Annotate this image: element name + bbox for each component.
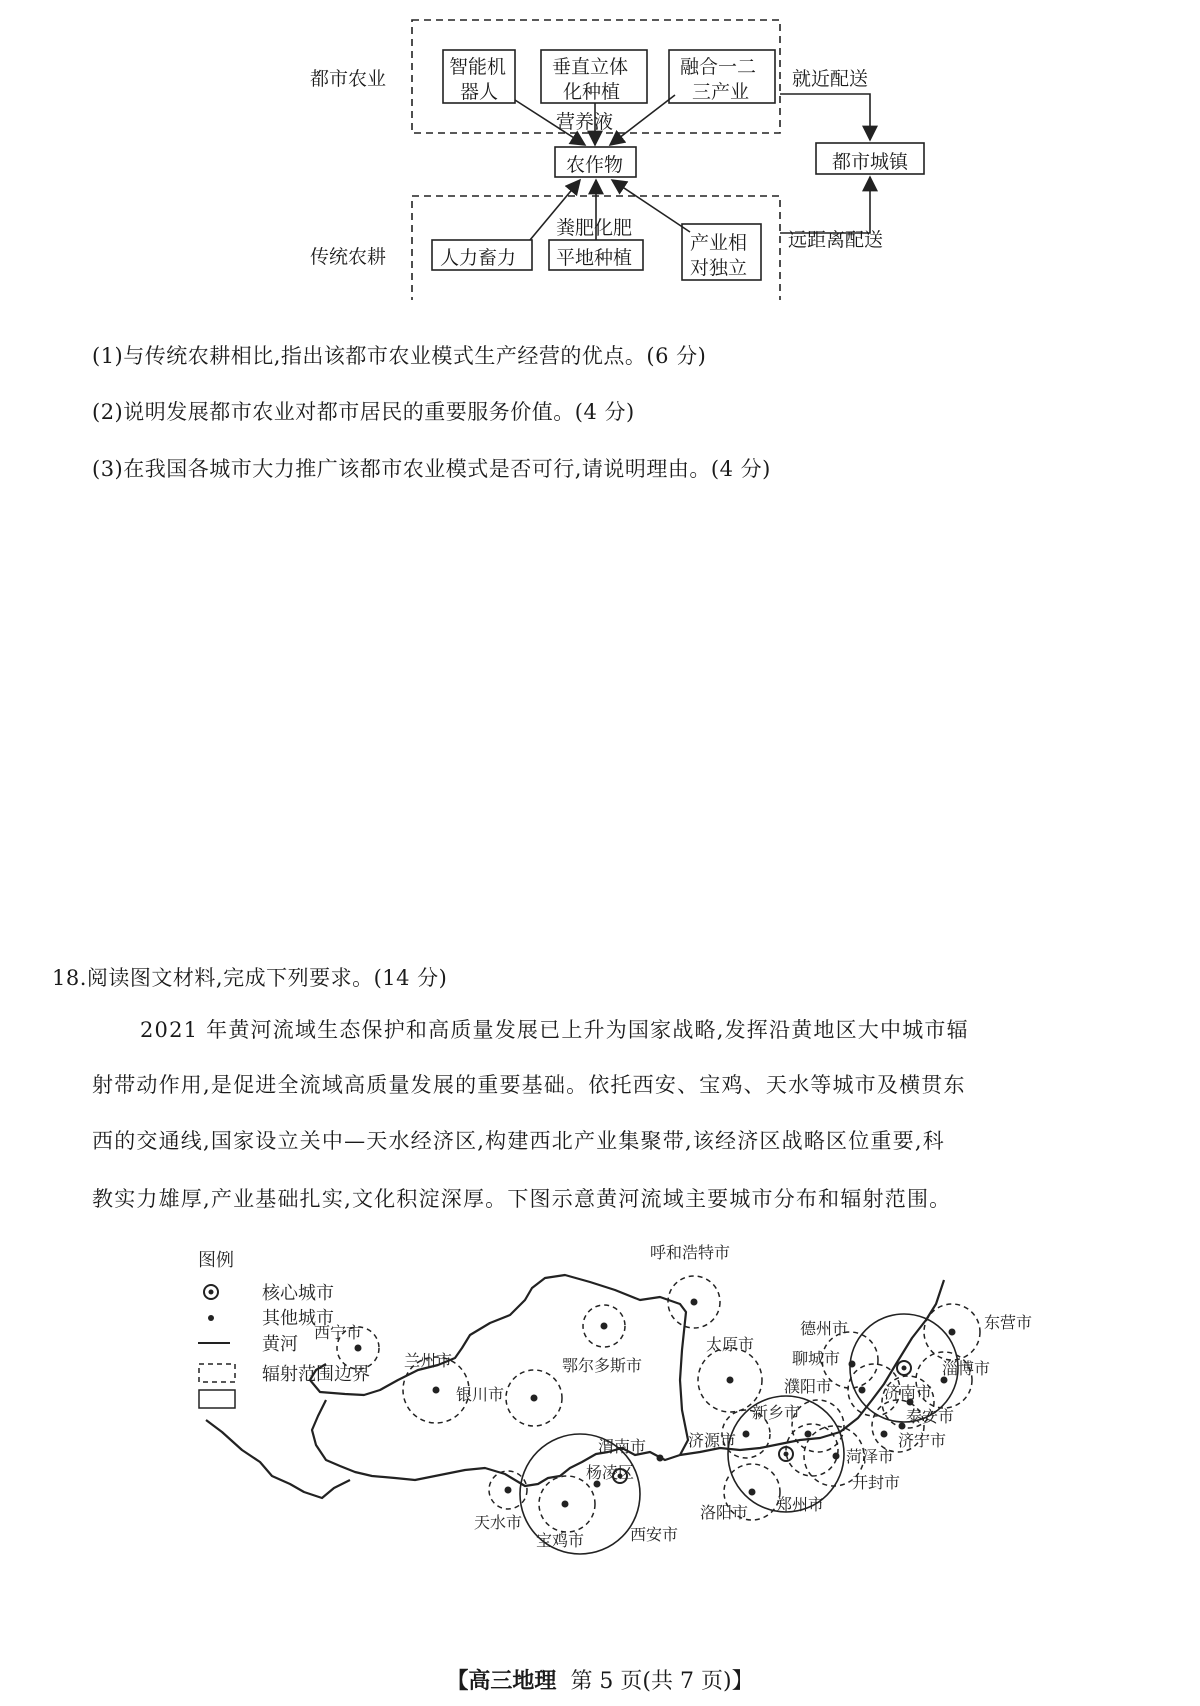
legend-yellow-river: 黄河 [262, 1334, 298, 1355]
far-delivery-label: 远距离配送 [788, 229, 884, 251]
nutrient-solution-label: 营养液 [556, 111, 614, 133]
urban-box-2-line-1: 垂直立体 [552, 56, 629, 78]
page-footer [0, 1664, 1200, 1695]
label-lanzhou: 兰州市 [404, 1351, 453, 1370]
traditional-farming-label: 传统农耕 [310, 246, 387, 268]
footer-page: 第 5 页(共 7 页)】 [570, 1669, 754, 1694]
label-jiyuan: 济源市 [688, 1431, 737, 1450]
traditional-box-3-line-2: 对独立 [690, 257, 748, 279]
question-17-2: (2)说明发展都市农业对都市居民的重要服务价值。(4 分) [92, 400, 635, 424]
label-liaocheng: 聊城市 [792, 1349, 841, 1368]
question-17-3: (3)在我国各城市大力推广该都市农业模式是否可行,请说明理由。(4 分) [92, 457, 771, 481]
traditional-box-2-line-1: 平地种植 [556, 247, 633, 269]
legend-core-city: 核心城市 [262, 1283, 334, 1304]
label-tianshui: 天水市 [474, 1513, 523, 1532]
near-delivery-label: 就近配送 [792, 68, 869, 90]
other-city-legend-icon [208, 1315, 214, 1321]
footer-subject: 【高三地理 [446, 1668, 557, 1694]
question-17-1: (1)与传统农耕相比,指出该都市农业模式生产经营的优点。(6 分) [92, 344, 707, 368]
label-luoyang: 洛阳市 [700, 1503, 749, 1522]
label-baoji: 宝鸡市 [536, 1531, 585, 1550]
label-weinan: 渭南市 [598, 1437, 647, 1456]
crop-label: 农作物 [566, 154, 624, 176]
label-kaifeng: 开封市 [852, 1473, 901, 1492]
question-18-heading: 18.阅读图文材料,完成下列要求。(14 分) [52, 966, 448, 990]
urban-box-3-line-1: 融合一二 [680, 56, 757, 78]
label-taiyuan: 太原市 [706, 1335, 755, 1354]
label-taian: 泰安市 [906, 1407, 955, 1426]
label-dezhou: 德州市 [800, 1319, 849, 1338]
urban-box-1-line-2: 器人 [460, 81, 499, 103]
traditional-box-3-line-1: 产业相 [690, 232, 748, 254]
label-jining: 济宁市 [898, 1431, 947, 1450]
radiation-boundary-dashed-legend-icon [199, 1364, 235, 1382]
label-yinchuan: 银川市 [456, 1385, 505, 1404]
city-town-label: 都市城镇 [832, 151, 909, 173]
urban-box-2-line-2: 化种植 [563, 81, 621, 103]
urban-box-3-line-2: 三产业 [692, 81, 750, 103]
fertilizer-label: 粪肥化肥 [556, 217, 633, 239]
label-hohhot: 呼和浩特市 [650, 1243, 731, 1262]
label-heze: 菏泽市 [846, 1447, 895, 1466]
label-xinxiang: 新乡市 [752, 1403, 801, 1422]
label-puyang: 濮阳市 [784, 1377, 833, 1396]
label-zibo: 淄博市 [942, 1359, 991, 1378]
material-line-4: 教实力雄厚,产业基础扎实,文化积淀深厚。下图示意黄河流域主要城市分布和辐射范围。 [92, 1187, 952, 1211]
yellow-river-city-map [0, 1240, 1200, 1600]
label-jinan: 济南市 [884, 1383, 933, 1402]
label-ordos: 鄂尔多斯市 [562, 1356, 643, 1375]
dashed-radiation-boundaries [337, 1276, 980, 1532]
radiation-boundary-solid-legend-icon [199, 1390, 235, 1408]
material-line-3: 西的交通线,国家设立关中—天水经济区,构建西北产业集聚带,该经济区战略区位重要,科 [92, 1129, 945, 1153]
legend-other-city: 其他城市 [262, 1308, 334, 1329]
legend-title: 图例 [198, 1250, 234, 1271]
legend-radiation-boundary: 辐射范围边界 [262, 1364, 370, 1385]
material-line-1: 2021 年黄河流域生态保护和高质量发展已上升为国家战略,发挥沿黄地区大中城市辐 [140, 1018, 969, 1042]
traditional-box-1-line-1: 人力畜力 [440, 247, 517, 269]
urban-agriculture-label: 都市农业 [310, 68, 387, 90]
label-xian: 西安市 [630, 1525, 679, 1544]
label-xining: 西宁市 [314, 1323, 363, 1342]
material-line-2: 射带动作用,是促进全流域高质量发展的重要基础。依托西安、宝鸡、天水等城市及横贯东 [92, 1073, 966, 1097]
west-tributary-line [206, 1420, 350, 1498]
label-zhengzhou: 郑州市 [776, 1495, 825, 1514]
urban-box-1-line-1: 智能机 [449, 56, 507, 78]
label-yangling: 杨凌区 [586, 1463, 635, 1482]
label-dongying: 东营市 [984, 1313, 1033, 1332]
